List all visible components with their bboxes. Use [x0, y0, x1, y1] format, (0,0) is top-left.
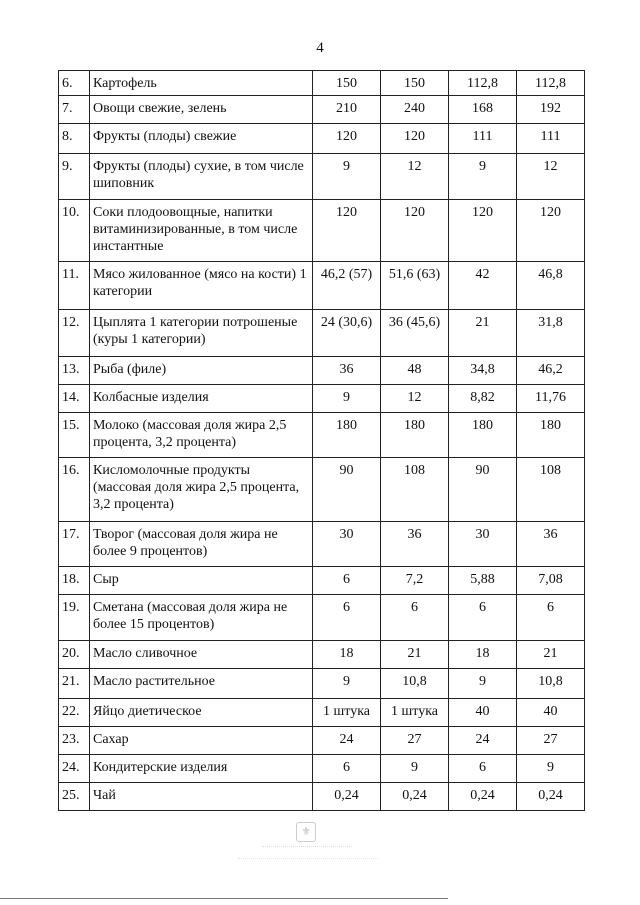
- value-cell: 12: [381, 154, 449, 200]
- table-row: [59, 124, 585, 154]
- value-cell: 112,8: [517, 71, 585, 96]
- value-cell: 120: [313, 124, 381, 154]
- footer-rule: [0, 898, 448, 899]
- value-cell: 36 (45,6): [381, 310, 449, 357]
- value-cell: 180: [517, 413, 585, 458]
- value-cell: 6: [381, 595, 449, 641]
- table-row: [59, 413, 585, 458]
- value-cell: 120: [517, 200, 585, 262]
- row-number: 9.: [59, 154, 90, 200]
- table-row: [59, 96, 585, 124]
- product-name: Фрукты (плоды) сухие, в том числе шиповник: [90, 154, 313, 200]
- table-row: [59, 669, 585, 699]
- value-cell: 180: [381, 413, 449, 458]
- row-number: 22.: [59, 699, 90, 727]
- watermark-line: [238, 858, 378, 863]
- watermark-line: [262, 846, 352, 851]
- value-cell: 1 штука: [381, 699, 449, 727]
- value-cell: 24: [449, 727, 517, 755]
- row-number: 8.: [59, 124, 90, 154]
- value-cell: 11,76: [517, 385, 585, 413]
- value-cell: 46,8: [517, 262, 585, 310]
- row-number: 20.: [59, 641, 90, 669]
- value-cell: 0,24: [313, 783, 381, 811]
- value-cell: 6: [313, 755, 381, 783]
- value-cell: 90: [449, 458, 517, 522]
- row-number: 6.: [59, 71, 90, 96]
- table-row: [59, 783, 585, 811]
- value-cell: 7,08: [517, 567, 585, 595]
- table-row: [59, 200, 585, 262]
- table-row: [59, 699, 585, 727]
- row-number: 21.: [59, 669, 90, 699]
- product-name: Масло растительное: [90, 669, 313, 699]
- product-name: Мясо жилованное (мясо на кости) 1 категории: [90, 262, 313, 310]
- value-cell: 31,8: [517, 310, 585, 357]
- value-cell: 111: [517, 124, 585, 154]
- row-number: 18.: [59, 567, 90, 595]
- value-cell: 180: [449, 413, 517, 458]
- product-name: Фрукты (плоды) свежие: [90, 124, 313, 154]
- table-row: [59, 154, 585, 200]
- value-cell: 6: [313, 567, 381, 595]
- value-cell: 18: [449, 641, 517, 669]
- value-cell: 6: [517, 595, 585, 641]
- page-number: 4: [316, 40, 324, 56]
- value-cell: 9: [313, 385, 381, 413]
- row-number: 7.: [59, 96, 90, 124]
- row-number: 23.: [59, 727, 90, 755]
- row-number: 15.: [59, 413, 90, 458]
- value-cell: 111: [449, 124, 517, 154]
- value-cell: 168: [449, 96, 517, 124]
- value-cell: 240: [381, 96, 449, 124]
- value-cell: 210: [313, 96, 381, 124]
- row-number: 25.: [59, 783, 90, 811]
- value-cell: 51,6 (63): [381, 262, 449, 310]
- product-name: Рыба (филе): [90, 357, 313, 385]
- value-cell: 42: [449, 262, 517, 310]
- table-row: [59, 595, 585, 641]
- value-cell: 34,8: [449, 357, 517, 385]
- table-row: [59, 357, 585, 385]
- table-row: [59, 385, 585, 413]
- row-number: 11.: [59, 262, 90, 310]
- product-name: Чай: [90, 783, 313, 811]
- table-row: [59, 727, 585, 755]
- value-cell: 120: [381, 124, 449, 154]
- product-name: Сахар: [90, 727, 313, 755]
- value-cell: 90: [313, 458, 381, 522]
- row-number: 24.: [59, 755, 90, 783]
- value-cell: 24: [313, 727, 381, 755]
- value-cell: 30: [449, 522, 517, 567]
- value-cell: 40: [449, 699, 517, 727]
- food-norms-table: [58, 70, 585, 811]
- value-cell: 24 (30,6): [313, 310, 381, 357]
- row-number: 19.: [59, 595, 90, 641]
- row-number: 10.: [59, 200, 90, 262]
- value-cell: 30: [313, 522, 381, 567]
- table-row: [59, 458, 585, 522]
- product-name: Картофель: [90, 71, 313, 96]
- table-row: [59, 71, 585, 96]
- row-number: 13.: [59, 357, 90, 385]
- value-cell: 6: [313, 595, 381, 641]
- value-cell: 36: [517, 522, 585, 567]
- value-cell: 9: [517, 755, 585, 783]
- value-cell: 7,2: [381, 567, 449, 595]
- table-row: [59, 641, 585, 669]
- value-cell: 180: [313, 413, 381, 458]
- product-name: Сметана (массовая доля жира не более 15 процентов): [90, 595, 313, 641]
- product-name: Творог (массовая доля жира не более 9 процентов): [90, 522, 313, 567]
- table-row: [59, 262, 585, 310]
- value-cell: 12: [381, 385, 449, 413]
- value-cell: 12: [517, 154, 585, 200]
- value-cell: 5,88: [449, 567, 517, 595]
- product-name: Цыплята 1 категории потрошеные (куры 1 категории): [90, 310, 313, 357]
- product-name: Молоко (массовая доля жира 2,5 процента, 3,2 процента): [90, 413, 313, 458]
- value-cell: 108: [381, 458, 449, 522]
- product-name: Яйцо диетическое: [90, 699, 313, 727]
- value-cell: 120: [313, 200, 381, 262]
- emblem-watermark-icon: ⚜: [296, 822, 316, 842]
- value-cell: 36: [381, 522, 449, 567]
- value-cell: 10,8: [381, 669, 449, 699]
- product-name: Соки плодоовощные, напитки витаминизированные, в том числе инстантные: [90, 200, 313, 262]
- value-cell: 0,24: [381, 783, 449, 811]
- value-cell: 46,2 (57): [313, 262, 381, 310]
- value-cell: 192: [517, 96, 585, 124]
- value-cell: 150: [381, 71, 449, 96]
- row-number: 14.: [59, 385, 90, 413]
- row-number: 12.: [59, 310, 90, 357]
- value-cell: 9: [313, 669, 381, 699]
- value-cell: 9: [381, 755, 449, 783]
- value-cell: 46,2: [517, 357, 585, 385]
- product-name: Масло сливочное: [90, 641, 313, 669]
- value-cell: 18: [313, 641, 381, 669]
- value-cell: 6: [449, 595, 517, 641]
- value-cell: 9: [449, 669, 517, 699]
- product-name: Колбасные изделия: [90, 385, 313, 413]
- value-cell: 27: [517, 727, 585, 755]
- value-cell: 48: [381, 357, 449, 385]
- value-cell: 27: [381, 727, 449, 755]
- value-cell: 21: [449, 310, 517, 357]
- value-cell: 0,24: [517, 783, 585, 811]
- value-cell: 120: [449, 200, 517, 262]
- value-cell: 9: [313, 154, 381, 200]
- table-row: [59, 755, 585, 783]
- table-row: [59, 522, 585, 567]
- value-cell: 40: [517, 699, 585, 727]
- value-cell: 108: [517, 458, 585, 522]
- product-name: Овощи свежие, зелень: [90, 96, 313, 124]
- value-cell: 150: [313, 71, 381, 96]
- product-name: Кондитерские изделия: [90, 755, 313, 783]
- value-cell: 9: [449, 154, 517, 200]
- value-cell: 21: [517, 641, 585, 669]
- value-cell: 21: [381, 641, 449, 669]
- value-cell: 10,8: [517, 669, 585, 699]
- value-cell: 112,8: [449, 71, 517, 96]
- value-cell: 0,24: [449, 783, 517, 811]
- row-number: 17.: [59, 522, 90, 567]
- value-cell: 8,82: [449, 385, 517, 413]
- value-cell: 1 штука: [313, 699, 381, 727]
- product-name: Кисломолочные продукты (массовая доля жира 2,5 процента, 3,2 процента): [90, 458, 313, 522]
- value-cell: 120: [381, 200, 449, 262]
- table-row: [59, 310, 585, 357]
- table-row: [59, 567, 585, 595]
- value-cell: 6: [449, 755, 517, 783]
- value-cell: 36: [313, 357, 381, 385]
- row-number: 16.: [59, 458, 90, 522]
- product-name: Сыр: [90, 567, 313, 595]
